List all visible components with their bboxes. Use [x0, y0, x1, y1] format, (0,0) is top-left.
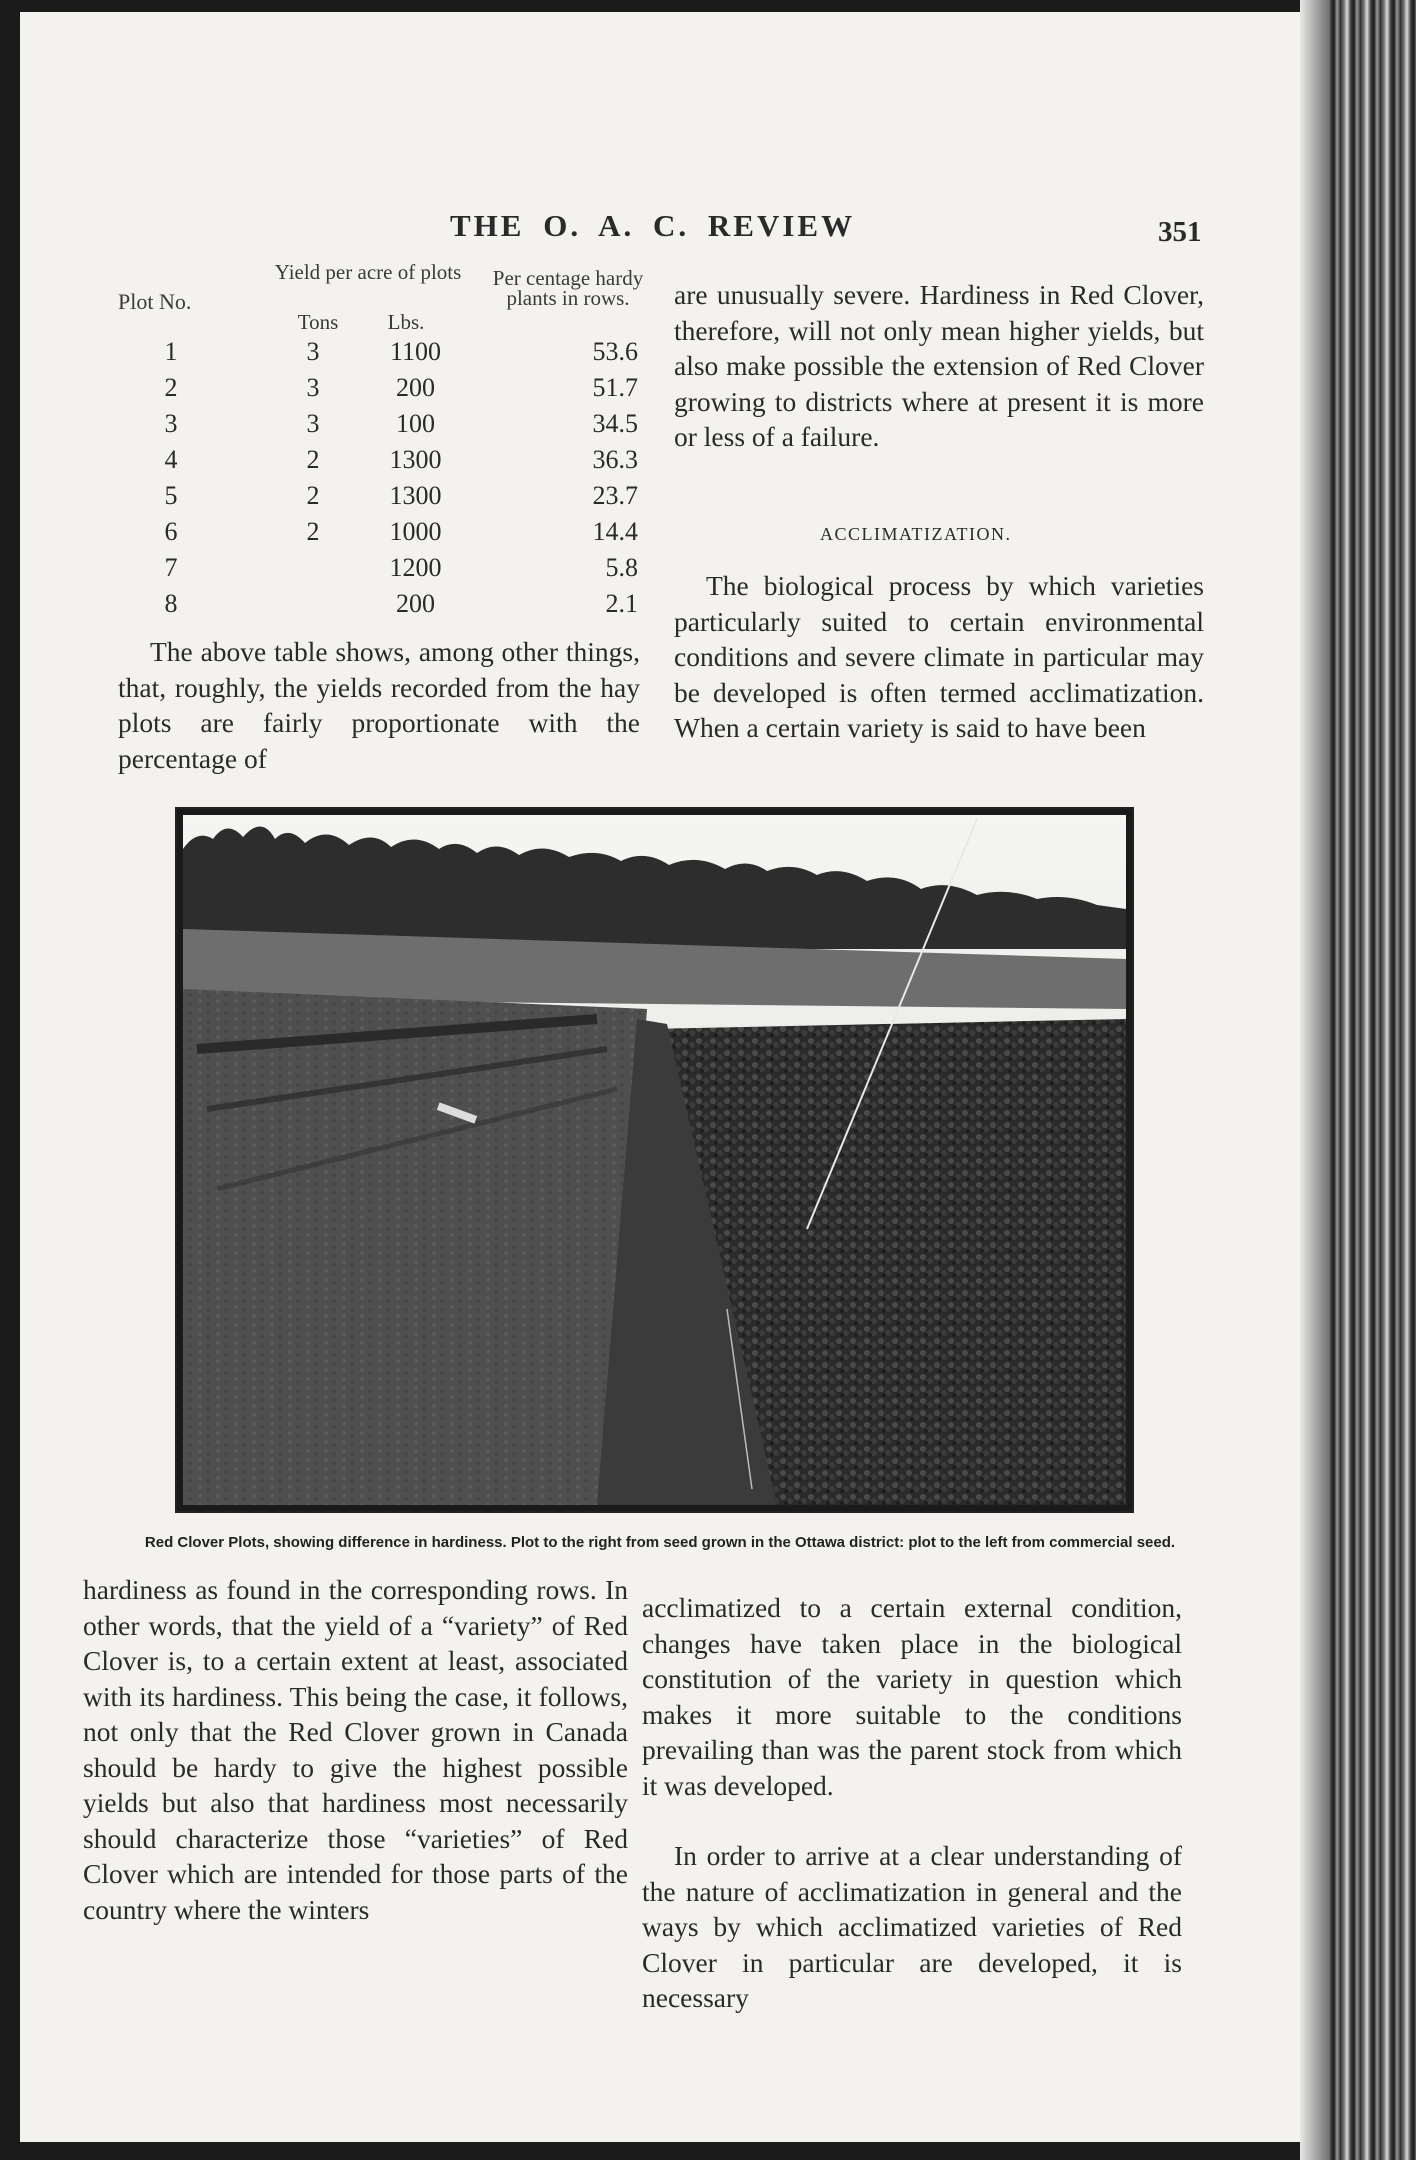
cell-plot: 5	[164, 481, 178, 510]
cell-plot: 4	[164, 445, 178, 474]
cell-percentage: 51.7	[592, 373, 638, 402]
cell-lbs: 1300	[389, 445, 442, 474]
paragraph-acclimatization: The biological process by which varieties particularly suited to certain environmental conditions and severe climate in particular may be developed is often termed acclimatization. When a certain variety is said to have been	[674, 570, 1204, 743]
cell-percentage: 2.1	[605, 589, 638, 618]
cell-tons: 2	[306, 517, 320, 546]
cell-plot: 3	[164, 409, 178, 438]
paragraph-table-summary: The above table shows, among other things, that, roughly, the yields recorded from the hay plots are fairly proportionate with the percentage of	[118, 636, 640, 774]
cell-tons: 2	[306, 481, 320, 510]
cell-percentage: 14.4	[592, 517, 638, 546]
photo-image	[177, 809, 1132, 1511]
table-row	[118, 517, 658, 553]
paragraph-hardiness: are unusually severe. Hardiness in Red Clover, therefore, will not only mean higher yields, but also make possible the extension of Red Clover growing to districts where at present it is more or less of a failure.	[674, 279, 1204, 452]
cell-tons: 3	[306, 373, 320, 402]
section-heading-acclimatization: ACCLIMATIZATION.	[820, 524, 1012, 544]
paragraph-understanding: In order to arrive at a clear understanding of the nature of acclimatization in general and the ways by which acclimatized varieties of Red Clover in particular are developed, it is necessary	[642, 1840, 1182, 2013]
photo-caption: Red Clover Plots, showing difference in hardiness. Plot to the right from seed grown in the Ottawa district: plot to the left from commercial seed.	[144, 1534, 1176, 1551]
cell-plot: 7	[164, 553, 178, 582]
cell-lbs: 200	[396, 373, 435, 402]
cell-lbs: 1300	[389, 481, 442, 510]
paragraph-hardiness-yield: hardiness as found in the corresponding rows. In other words, that the yield of a “variety” of Red Clover is, to a certain extent at least, associated with its hardiness. This being the case, it follows, not only that the Red Clover grown in Canada should be hardy to give the highest possible yields but also that hardiness most necessarily should characterize those “varieties” of Red Clover which are intended for those parts of the country where the winters	[83, 1574, 628, 1925]
table-row	[118, 589, 658, 625]
table-row	[118, 373, 658, 409]
cell-percentage: 36.3	[592, 445, 638, 474]
cell-percentage: 23.7	[592, 481, 638, 510]
cell-lbs: 1200	[389, 553, 442, 582]
table-header-yield: Yield per acre of plots	[274, 260, 462, 284]
cell-lbs: 1100	[389, 337, 442, 366]
cell-plot: 6	[164, 517, 178, 546]
cell-tons: 2	[306, 445, 320, 474]
page-title: THE O. A. C. REVIEW	[450, 208, 856, 243]
table-row	[118, 445, 658, 481]
table-header-tons: Tons	[297, 310, 339, 334]
cell-percentage: 5.8	[605, 553, 638, 582]
cell-percentage: 34.5	[592, 409, 638, 438]
cell-lbs: 200	[396, 589, 435, 618]
page-number: 351	[1158, 216, 1202, 248]
table-row	[118, 553, 658, 589]
table-row	[118, 337, 658, 373]
yield-table	[118, 262, 658, 632]
cell-lbs: 100	[396, 409, 435, 438]
cell-plot: 1	[164, 337, 178, 366]
cell-plot: 8	[164, 589, 178, 618]
cell-plot: 2	[164, 373, 178, 402]
cell-percentage: 53.6	[592, 337, 638, 366]
paragraph-acclimatized-variety: acclimatized to a certain external condition, changes have taken place in the biological constitution of the variety in question which makes it more suitable to the conditions prevailing than was the parent stock from which it was developed.	[642, 1592, 1182, 1801]
table-header-plot: Plot No.	[118, 289, 192, 314]
table-row	[118, 409, 658, 445]
book-binding	[1300, 0, 1416, 2160]
cell-tons: 3	[306, 409, 320, 438]
table-row	[118, 481, 658, 517]
book-page	[20, 12, 1320, 2142]
table-header-lbs: Lbs.	[387, 310, 425, 334]
cell-lbs: 1000	[389, 517, 442, 546]
red-clover-plots-photo	[177, 809, 1132, 1511]
cell-tons: 3	[306, 337, 320, 366]
table-header-percentage: Per centage hardy plants in rows.	[492, 266, 644, 310]
